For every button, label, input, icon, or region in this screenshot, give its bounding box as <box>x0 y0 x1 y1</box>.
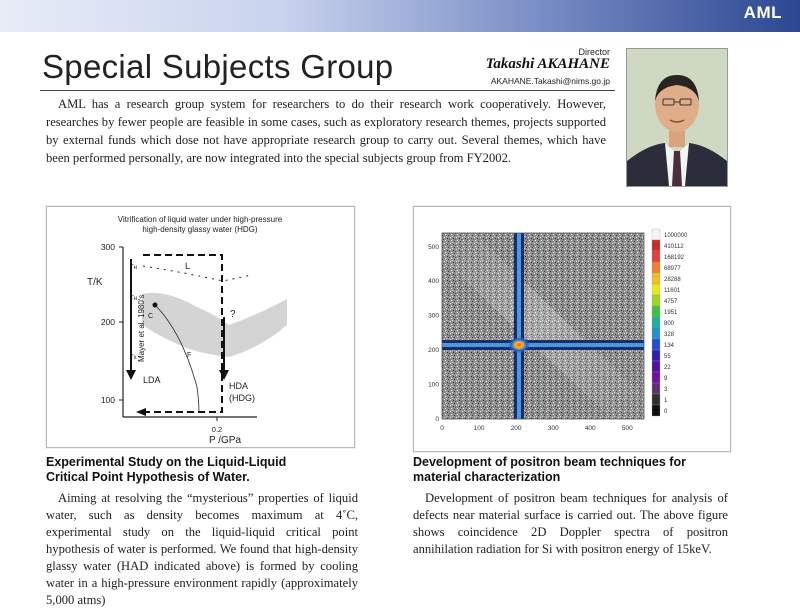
scale-label: 1951 <box>664 310 678 316</box>
t-label-2: Tʜ <box>130 296 137 302</box>
x-tick-label: 400 <box>584 425 596 432</box>
section2-heading-line2: material characterization <box>413 470 561 484</box>
scale-label: 1000000 <box>664 233 688 239</box>
scale-label: 68977 <box>664 266 681 272</box>
scale-swatch <box>652 240 660 251</box>
x-tick-label: 100 <box>473 425 485 432</box>
fig1-title-line1: Vitrification of liquid water under high-pressure <box>117 215 283 224</box>
scale-label: 4757 <box>664 299 678 305</box>
section2-body: Development of positron beam techniques for analysis of defects near material surface is carried out. The above figure shows coincidence 2D Doppler spectra of positron annihilation radiation for Si with positron energy of 15keV. <box>413 491 728 556</box>
scale-swatch <box>652 273 660 284</box>
y-tick-label: 400 <box>428 278 439 286</box>
label-C: C <box>148 313 154 320</box>
title-divider <box>40 90 615 91</box>
scale-label: 328 <box>664 332 675 338</box>
t-label-1: Tʜ <box>130 265 137 271</box>
scale-swatch <box>652 328 660 339</box>
section1-body: Aiming at resolving the “mysterious” properties of liquid water, such as density becomes maximum at 4˚C, experimental study on the liquid-liquid critical point hypothesis of water is performed. We found that high-density glassy water (HAD indicated above) is formed by cooling water in a high-pressure environment rapidly (approximately 5,000 atms) <box>46 491 358 607</box>
section1-heading-line1: Experimental Study on the Liquid-Liquid <box>46 455 287 469</box>
section1-heading <box>46 455 366 485</box>
scale-label: 410112 <box>664 244 684 250</box>
section2-heading-line1: Development of positron beam techniques for <box>413 455 686 469</box>
y-tick-200: 200 <box>100 317 115 327</box>
scale-swatch <box>652 229 660 240</box>
scale-label: 11601 <box>664 288 681 294</box>
x-tick-02: 0.2 <box>211 425 223 434</box>
section1-heading-line2: Critical Point Hypothesis of Water. <box>46 470 250 484</box>
scale-label: 22 <box>664 365 671 371</box>
label-HDG: (HDG) <box>229 393 255 403</box>
scale-label: 55 <box>664 354 671 360</box>
brand-label: AML <box>743 3 782 22</box>
label-HDA: HDA <box>229 381 249 391</box>
scale-label: 134 <box>664 343 675 349</box>
label-question: ? <box>230 309 236 320</box>
doppler-svg <box>414 207 730 451</box>
scale-swatch <box>652 284 660 295</box>
y-tick-label: 100 <box>428 381 439 389</box>
scale-swatch <box>652 394 660 405</box>
scale-swatch <box>652 372 660 383</box>
scale-swatch <box>652 383 660 394</box>
x-ticks <box>440 425 633 432</box>
scale-swatch <box>652 262 660 273</box>
hda-region <box>229 299 287 357</box>
section2-heading <box>413 455 733 485</box>
scale-label: 0 <box>664 409 668 415</box>
scale-swatch <box>652 251 660 262</box>
x-tick-label: 500 <box>621 425 633 432</box>
annihilation-peak <box>508 337 530 353</box>
scale-swatch <box>652 405 660 416</box>
arrow-lda <box>126 370 136 380</box>
color-scale <box>652 229 688 416</box>
scale-label: 28288 <box>664 277 681 283</box>
scale-label: 800 <box>664 321 675 327</box>
scale-label: 9 <box>664 376 668 382</box>
y-tick-label: 500 <box>428 243 439 251</box>
x-tick-label: 0 <box>440 425 444 432</box>
scale-swatch <box>652 295 660 306</box>
phase-diagram-svg <box>47 207 354 447</box>
portrait-image <box>627 49 727 186</box>
y-tick-label: 300 <box>428 312 439 320</box>
arrow-left <box>136 408 146 416</box>
label-mayer: Mayer et al. 1980's <box>137 294 146 362</box>
y-ticks <box>428 244 439 423</box>
scale-swatch <box>652 317 660 328</box>
director-name: Takashi AKAHANE <box>485 56 610 72</box>
scale-swatch <box>652 361 660 372</box>
label-L: L <box>185 261 191 271</box>
y-tick-100: 100 <box>100 395 115 405</box>
x-tick-label: 300 <box>547 425 559 432</box>
figure-doppler-spectrum <box>413 206 731 452</box>
director-email[interactable]: AKAHANE.Takashi@nims.go.jp <box>490 76 610 86</box>
scale-label: 168192 <box>664 255 685 261</box>
scale-label: 3 <box>664 387 668 393</box>
y-axis-label: T/K <box>87 277 103 288</box>
x-axis-label: P /GPa <box>208 435 242 446</box>
t-label-x: Tx <box>130 355 137 361</box>
y-tick-300: 300 <box>100 242 115 252</box>
scale-swatch <box>652 339 660 350</box>
y-tick-label: 0 <box>435 416 439 423</box>
director-role: Director <box>578 47 610 57</box>
label-LDA: LDA <box>143 375 161 385</box>
header-banner <box>0 0 800 32</box>
arrow-hda <box>219 370 229 380</box>
intro-paragraph: AML has a research group system for researchers to do their research work cooperatively. However, researches by fewer people are feasible in some cases, such as exploratory research themes, projects supported by external funds which dose not have appropriate research group to carry out. Several themes, which have been performed personally, are now integrated into the special subjects group from FY2002. <box>46 97 606 165</box>
figure-phase-diagram <box>46 206 355 448</box>
x-tick-label: 200 <box>510 425 522 432</box>
scale-swatch <box>652 350 660 361</box>
director-photo <box>626 48 728 187</box>
scale-swatch <box>652 306 660 317</box>
page-title: Special Subjects Group <box>42 48 394 85</box>
scale-label: 1 <box>664 398 668 404</box>
fig1-title-line2: high-density glassy water (HDG) <box>142 225 258 234</box>
y-tick-label: 200 <box>428 347 439 355</box>
label-F: F <box>187 352 192 359</box>
